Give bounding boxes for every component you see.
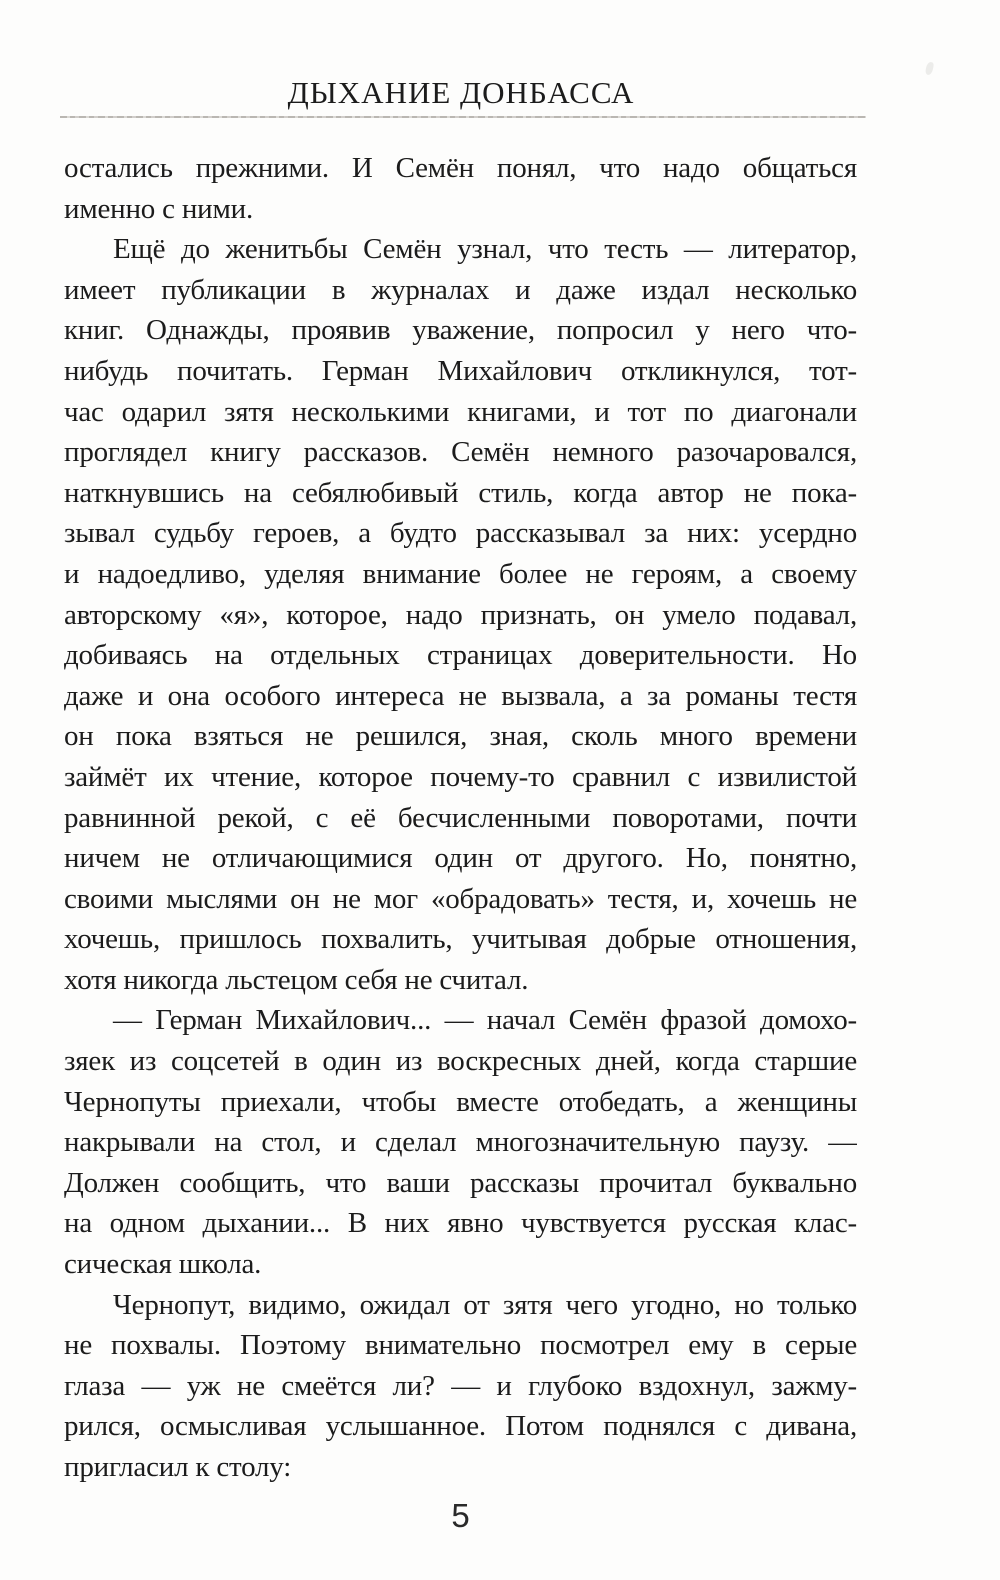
text-line: книг. Однажды, проявив уважение, попросил у него что- <box>64 314 857 347</box>
text-line: своими мыслями он не мог «обрадовать» тестя, и, хочешь не <box>64 882 857 915</box>
text-line: рился, осмысливая услышанное. Потом поднялся с дивана, <box>64 1410 857 1443</box>
header-rule <box>60 116 866 118</box>
text-line: именно с ними. <box>64 192 254 225</box>
text-line: наткнувшись на себялюбивый стиль, когда автор не пока- <box>64 476 857 509</box>
text-line: зяек из соцсетей в один из воскресных дней, когда старшие <box>64 1045 857 1078</box>
text-line: добиваясь на отдельных страницах доверительности. Но <box>64 639 857 672</box>
text-line: даже и она особого интереса не вызвала, а за романы тестя <box>64 679 857 712</box>
text-line: пригласил к столу: <box>64 1451 292 1483</box>
text-line: не похвалы. Поэтому внимательно посмотрел ему в серые <box>64 1329 857 1362</box>
text-line: час одарил зятя несколькими книгами, и тот по диагонали <box>64 395 857 428</box>
text-line: равнинной рекой, с её бесчисленными поворотами, почти <box>64 801 857 834</box>
text-line: проглядел книгу рассказов. Семён немного разочаровался, <box>64 436 857 469</box>
text-line: Чернопут, видимо, ожидал от зятя чего угодно, но только <box>113 1288 857 1321</box>
text-line: остались прежними. И Семён понял, что надо общаться <box>64 152 857 184</box>
text-line: нибудь почитать. Герман Михайлович откликнулся, тот- <box>64 354 857 387</box>
text-line: Чернопуты приехали, чтобы вместе отобедать, а женщины <box>64 1085 857 1118</box>
text-line: Должен сообщить, что ваши рассказы прочитал буквально <box>64 1166 857 1199</box>
text-line: авторскому «я», которое, надо признать, он умело подавал, <box>64 598 857 631</box>
text-line: зывал судьбу героев, а будто рассказывал за них: усердно <box>64 517 857 550</box>
text-line: накрывали на стол, и сделал многозначительную паузу. — <box>64 1126 857 1159</box>
running-header: ДЫХАНИЕ ДОНБАССА <box>287 75 635 110</box>
text-line: займёт их чтение, которое почему-то сравнил с извилистой <box>64 760 857 793</box>
text-line: хочешь, пришлось похвалить, учитывая добрые отношения, <box>64 923 857 956</box>
page-text <box>64 148 857 1488</box>
page-number: 5 <box>451 1497 470 1534</box>
text-line: и надоедливо, уделяя внимание более не героям, а своему <box>64 557 857 590</box>
text-line: Ещё до женитьбы Семён узнал, что тесть — литератор, <box>113 233 857 266</box>
text-line: на одном дыхании... В них явно чувствуется русская клас- <box>64 1207 857 1240</box>
text-line: ничем не отличающимися один от другого. Но, понятно, <box>64 842 857 875</box>
text-line: — Герман Михайлович... — начал Семён фразой домохо- <box>113 1004 857 1037</box>
text-line: имеет публикации в журналах и даже издал несколько <box>64 273 857 306</box>
text-line: сическая школа. <box>64 1248 262 1281</box>
scan-artifact <box>925 61 935 75</box>
text-line: хотя никогда льстецом себя не считал. <box>64 963 529 996</box>
text-line: он пока взяться не решился, зная, сколь много времени <box>64 720 857 753</box>
text-line: глаза — уж не смеётся ли? — и глубоко вздохнул, зажму- <box>64 1369 857 1402</box>
